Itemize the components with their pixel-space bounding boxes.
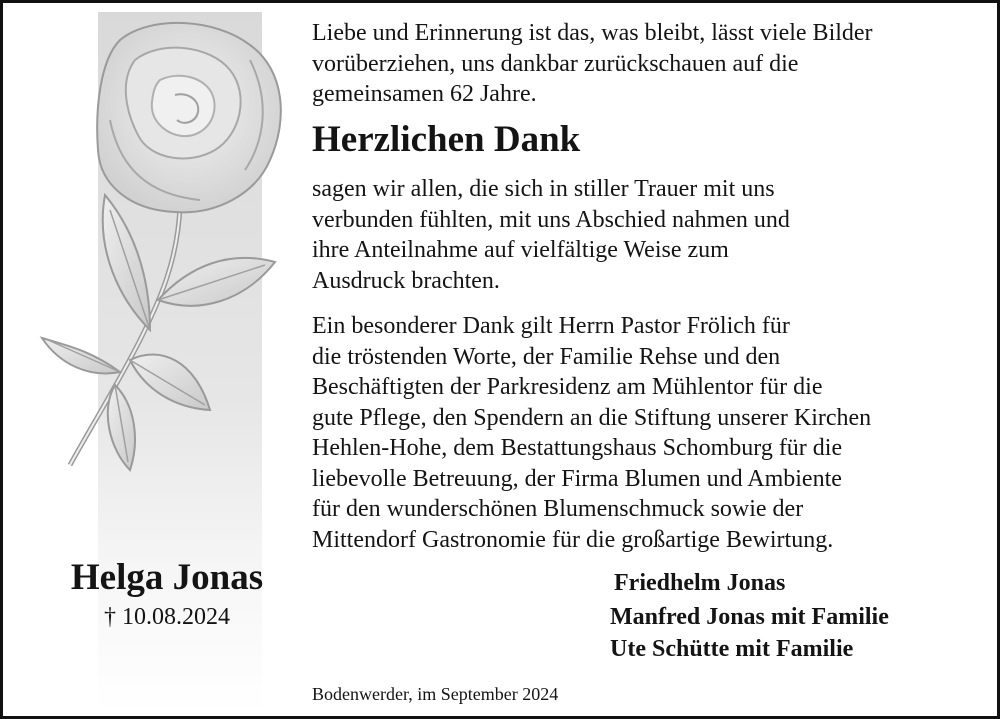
text-line: gemeinsamen 62 Jahre.	[312, 81, 537, 107]
thanks-paragraph	[312, 174, 790, 296]
text-line: Ausdruck brachten.	[312, 267, 500, 294]
text-line: für den wunderschönen Blumenschmuck sowie der	[312, 496, 804, 522]
text-line: sagen wir allen, die sich in stiller Trauer mit uns	[312, 176, 775, 202]
death-date: † 10.08.2024	[104, 604, 230, 630]
intro-paragraph	[312, 18, 873, 110]
text-line: gute Pflege, den Spendern an die Stiftung unserer Kirchen	[312, 404, 872, 431]
text-line: Mittendorf Gastronomie für die großartige Bewirtung.	[312, 526, 834, 553]
signature-line: Manfred Jonas mit Familie	[610, 604, 889, 630]
text-line: Hehlen-Hohe, dem Bestattungshaus Schomburg für die	[312, 435, 843, 461]
text-line: Liebe und Erinnerung ist das, was bleibt, lässt viele Bilder	[312, 20, 873, 46]
text-line: Beschäftigten der Parkresidenz am Mühlentor für die	[312, 374, 823, 400]
deceased-name: Helga Jonas	[70, 557, 264, 598]
text-line: liebevolle Betreuung, der Firma Blumen und Ambiente	[312, 465, 842, 492]
text-line: ihre Anteilnahme auf vielfältige Weise zum	[312, 237, 729, 263]
page-title: Herzlichen Dank	[312, 119, 581, 160]
text-line: Ein besonderer Dank gilt Herrn Pastor Frölich für	[312, 313, 790, 339]
text-line: verbunden fühlten, mit uns Abschied nahmen und	[312, 206, 790, 233]
signature-line: Ute Schütte mit Familie	[610, 636, 854, 662]
special-thanks-paragraph	[312, 311, 871, 555]
signature-line: Friedhelm Jonas	[614, 570, 786, 596]
place-date: Bodenwerder, im September 2024	[312, 684, 559, 704]
text-line: vorüberziehen, uns dankbar zurückschauen auf die	[312, 50, 799, 77]
text-line: die tröstenden Worte, der Familie Rehse und den	[312, 343, 781, 370]
rose-icon	[0, 0, 300, 560]
